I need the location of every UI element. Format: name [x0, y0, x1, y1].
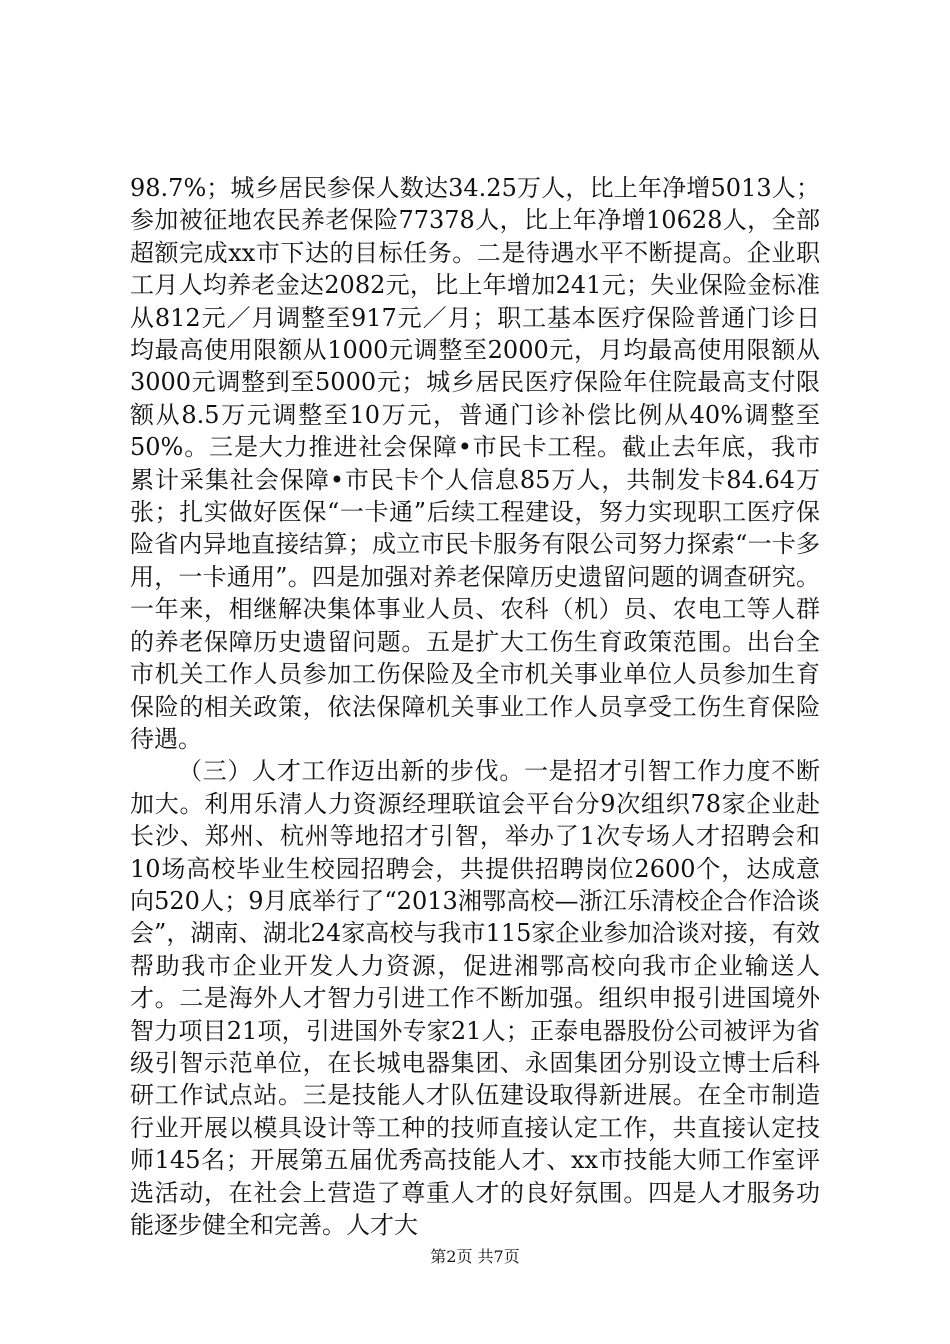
page-number-footer: 第2页 共7页	[430, 1247, 520, 1266]
document-body	[130, 172, 820, 1241]
paragraph-talent-work: （三）人才工作迈出新的步伐。一是招才引智工作力度不断加大。利用乐清人力资源经理联谊会平台分9次组织78家企业赴长沙、郑州、杭州等地招才引智，举办了1次专场人才招聘会和10场高校毕业生校园招聘会，共提供招聘岗位2600个，达成意向520人；9月底举行了“2013湘鄂高校—浙江乐清校企合作洽谈会”，湖南、湖北24家高校与我市115家企业参加洽谈对接，有效帮助我市企业开发人力资源，促进湘鄂高校向我市企业输送人才。二是海外人才智力引进工作不断加强。组织申报引进国境外智力项目21项，引进国外专家21人；正泰电器股份公司被评为省级引智示范单位，在长城电器集团、永固集团分别设立博士后科研工作试点站。三是技能人才队伍建设取得新进展。在全市制造行业开展以模具设计等工种的技师直接认定工作，共直接认定技师145名；开展第五届优秀高技能人才、xx市技能大师工作室评选活动，在社会上营造了尊重人才的良好氛围。四是人才服务功能逐步健全和完善。人才大	[130, 757, 820, 1239]
paragraph-social-security: 98.7%；城乡居民参保人数达34.25万人，比上年净增5013人；参加被征地农民养老保险77378人，比上年净增10628人，全部超额完成xx市下达的目标任务。二是待遇水平不断提高。企业职工月人均养老金达2082元，比上年增加241元；失业保险金标准从812元／月调整至917元／月；职工基本医疗保险普通门诊日均最高使用限额从1000元调整至2000元，月均最高使用限额从3000元调整到至5000元；城乡居民医疗保险年住院最高支付限额从8.5万元调整至10万元，普通门诊补偿比例从40%调整至50%。三是大力推进社会保障•市民卡工程。截止去年底，我市累计采集社会保障•市民卡个人信息85万人，共制发卡84.64万张；扎实做好医保“一卡通”后续工程建设，努力实现职工医疗保险省内异地直接结算；成立市民卡服务有限公司努力探索“一卡多用，一卡通用”。四是加强对养老保障历史遗留问题的调查研究。一年来，相继解决集体事业人员、农科（机）员、农电工等人群的养老保障历史遗留问题。五是扩大工伤生育政策范围。出台全市机关工作人员参加工伤保险及全市机关事业单位人员参加生育保险的相关政策，依法保障机关事业工作人员享受工伤生育保险待遇。	[130, 174, 820, 753]
